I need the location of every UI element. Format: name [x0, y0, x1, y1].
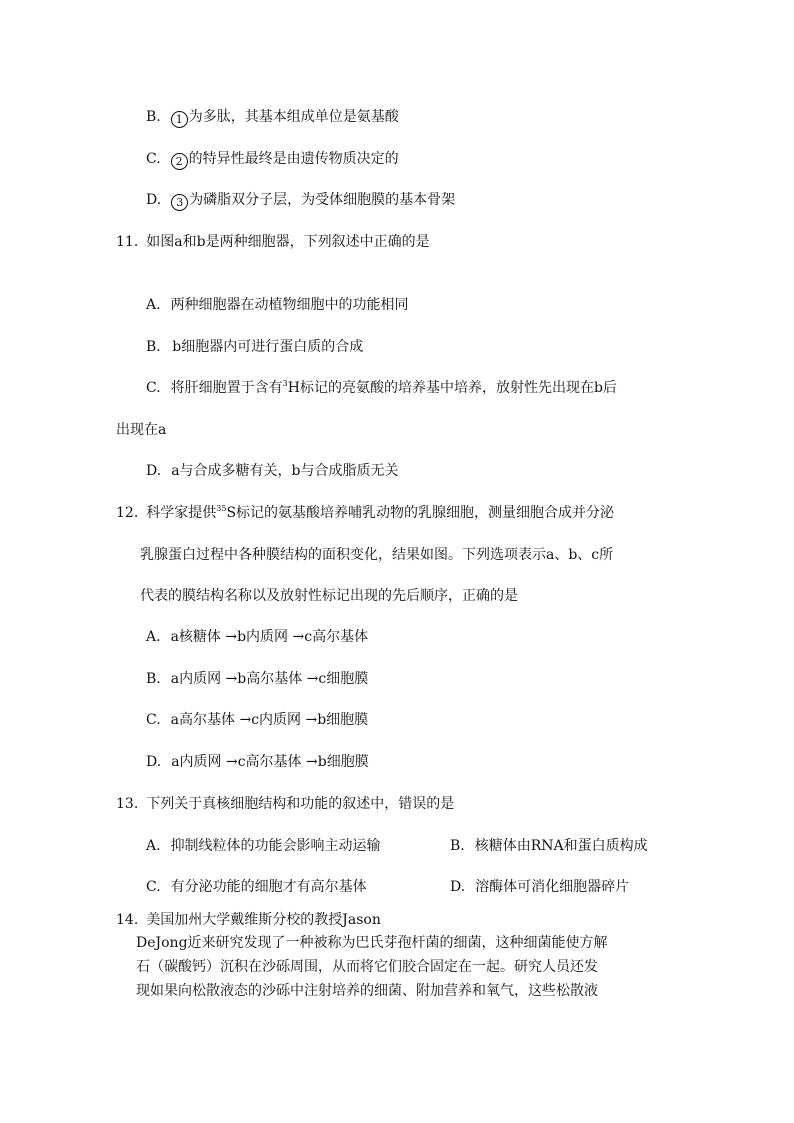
q10-option-b	[146, 108, 399, 128]
q12-stem-line3	[140, 587, 518, 605]
question-text: 科学家提供	[146, 505, 217, 521]
question-text: S标记的氨基酸培养哺乳动物的乳腺细胞，测量细胞合成并分泌	[226, 505, 615, 521]
q11-stem	[116, 233, 430, 251]
q11-option-d	[146, 462, 399, 480]
question-number: 14.	[116, 912, 139, 928]
q12-stem	[116, 504, 614, 522]
q12-option-c	[146, 711, 368, 729]
option-text: H标记的亮氨酸的培养基中培养，放射性先出现在b后	[287, 380, 617, 396]
option-text: a与合成多糖有关，b与合成脂质无关	[171, 463, 399, 479]
q10-option-d	[146, 191, 455, 211]
option-text: 将肝细胞置于含有	[170, 380, 283, 396]
option-label: C.	[146, 712, 161, 728]
q11-option-c-continued	[116, 421, 166, 439]
option-label: B.	[146, 109, 161, 125]
superscript: 3	[282, 379, 288, 388]
option-text: a内质网 →c高尔基体 →b细胞膜	[171, 754, 369, 770]
q14-stem	[116, 909, 381, 932]
q13-stem	[116, 795, 454, 813]
q12-option-d	[146, 753, 369, 771]
q11-option-a	[146, 296, 409, 314]
option-label: D.	[450, 879, 466, 895]
option-label: B.	[450, 838, 465, 854]
circled-number: 1	[171, 111, 188, 128]
question-number: 13.	[116, 796, 139, 812]
q14-line4	[136, 980, 598, 1003]
option-label: A.	[146, 629, 161, 645]
question-text: 代表的膜结构名称以及放射性标记出现的先后顺序，正确的是	[140, 588, 518, 604]
option-text: 溶酶体可消化细胞器碎片	[475, 879, 630, 895]
option-label: D.	[146, 754, 162, 770]
q14-line2	[136, 932, 608, 955]
option-text: a核糖体 →b内质网 →c高尔基体	[170, 629, 369, 645]
q13-option-b	[450, 837, 648, 855]
question-number: 11.	[116, 234, 139, 250]
option-label: B.	[146, 671, 161, 687]
option-text: 为多肽，其基本组成单位是氨基酸	[188, 109, 399, 125]
option-label: C.	[146, 380, 161, 396]
option-label: C.	[146, 151, 161, 167]
option-text: 两种细胞器在动植物细胞中的功能相同	[170, 297, 409, 313]
option-text: 抑制线粒体的功能会影响主动运输	[170, 838, 381, 854]
q11-option-b	[146, 338, 363, 356]
option-text: 为磷脂双分子层，为受体细胞膜的基本骨架	[189, 192, 456, 208]
option-text: a内质网 →b高尔基体 →c细胞膜	[170, 671, 369, 687]
q13-option-d	[450, 878, 629, 896]
q13-option-a	[146, 837, 381, 855]
question-text: 现如果向松散液态的沙砾中注射培养的细菌、附加营养和氧气，这些松散液	[136, 983, 598, 999]
question-number: 12.	[116, 505, 139, 521]
q10-option-c	[146, 150, 399, 170]
option-label: D.	[146, 192, 162, 208]
question-text: 如图a和b是两种细胞器，下列叙述中正确的是	[146, 234, 430, 250]
q14-line3	[136, 956, 598, 979]
q11-option-c	[146, 379, 617, 397]
q12-option-a	[146, 628, 368, 646]
option-label: B．	[146, 339, 171, 355]
option-label: A.	[146, 838, 161, 854]
question-text: 石（碳酸钙）沉积在沙砾周围，从而将它们胶合固定在一起。研究人员还发	[136, 959, 598, 975]
question-text: 美国加州大学戴维斯分校的教授Jason	[146, 912, 381, 928]
option-label: D.	[146, 463, 162, 479]
circled-number: 3	[171, 194, 188, 211]
option-text: a高尔基体 →c内质网 →b细胞膜	[170, 712, 369, 728]
option-text: 有分泌功能的细胞才有高尔基体	[170, 879, 367, 895]
question-text: 下列关于真核细胞结构和功能的叙述中，错误的是	[146, 796, 455, 812]
q13-option-c	[146, 878, 367, 896]
option-text: 的特异性最终是由遗传物质决定的	[188, 151, 399, 167]
question-text: DeJong近来研究发现了一种被称为巴氏芽孢杆菌的细菌，这种细菌能使方解	[136, 935, 608, 951]
q12-stem-line2	[140, 546, 613, 564]
option-text: 核糖体由RNA和蛋白质构成	[474, 838, 648, 854]
circled-number: 2	[171, 153, 188, 170]
option-text: 出现在a	[116, 422, 167, 438]
option-label: A.	[146, 297, 161, 313]
q12-option-b	[146, 670, 368, 688]
question-text: 乳腺蛋白过程中各种膜结构的面积变化，结果如图。下列选项表示a、b、c所	[140, 547, 614, 563]
superscript: 35	[216, 504, 227, 513]
option-text: b细胞器内可进行蛋白质的合成	[172, 339, 364, 355]
option-label: C.	[146, 879, 161, 895]
